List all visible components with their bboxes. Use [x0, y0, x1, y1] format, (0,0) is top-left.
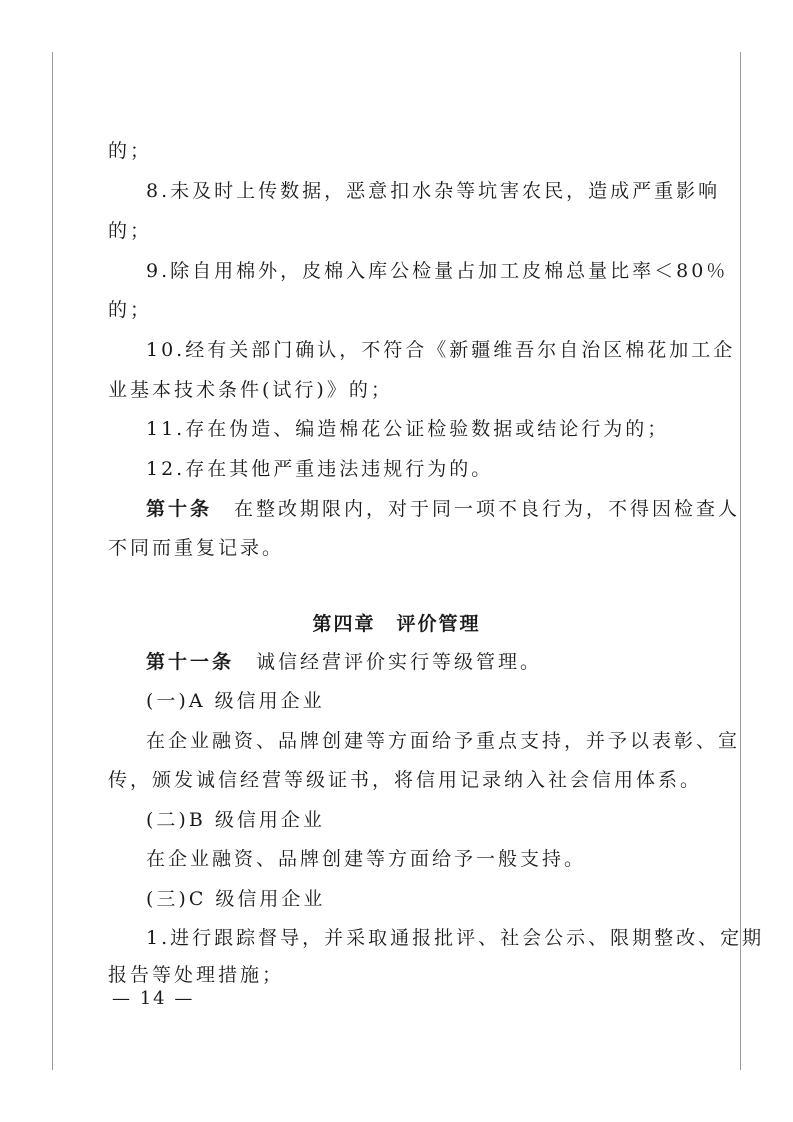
text-line: 10.经有关部门确认，不符合《新疆维吾尔自治区棉花加工企: [146, 339, 736, 361]
page-edge-right: [740, 52, 741, 1070]
text-line: 报告等处理措施；: [108, 964, 285, 986]
article-heading: 第十条: [146, 498, 213, 520]
section-heading: (一)A 级信用企业: [146, 690, 325, 712]
text-line: 传，颁发诚信经营等级证书，将信用记录纳入社会信用体系。: [108, 769, 703, 791]
article-heading: 第十一条: [146, 651, 235, 673]
text-line: 不同而重复记录。: [108, 537, 285, 559]
text-line: 的；: [108, 220, 153, 242]
text-line: 在企业融资、品牌创建等方面给予一般支持。: [146, 848, 587, 870]
page-edge-left: [52, 52, 53, 1070]
text-line: 1.进行跟踪督导，并采取通报批评、社会公示、限期整改、定期: [146, 927, 765, 949]
article-text: 诚信经营评价实行等级管理。: [256, 651, 543, 673]
text-line: 在企业融资、品牌创建等方面给予重点支持，并予以表彰、宣: [146, 730, 741, 752]
section-heading: (二)B 级信用企业: [146, 809, 325, 831]
text-line: 8.未及时上传数据，恶意扣水杂等坑害农民，造成严重影响: [146, 180, 721, 202]
chapter-title: 第四章 评价管理: [312, 613, 481, 635]
article-text: 在整改期限内，对于同一项不良行为，不得因检查人: [234, 498, 741, 520]
text-line: 11.存在伪造、编造棉花公证检验数据或结论行为的；: [146, 418, 670, 440]
text-line: 的；: [108, 140, 153, 162]
text-line: 业基本技术条件(试行)》的；: [108, 379, 393, 401]
article-10: [146, 496, 741, 522]
text-line: 的；: [108, 299, 153, 321]
page-number: — 14 —: [112, 988, 195, 1009]
text-line: 9.除自用棉外，皮棉入库公检量占加工皮棉总量比率＜80％: [146, 260, 729, 282]
text-line: 12.存在其他严重违法违规行为的。: [146, 458, 494, 480]
article-11: [146, 649, 688, 675]
section-heading: (三)C 级信用企业: [146, 888, 326, 910]
